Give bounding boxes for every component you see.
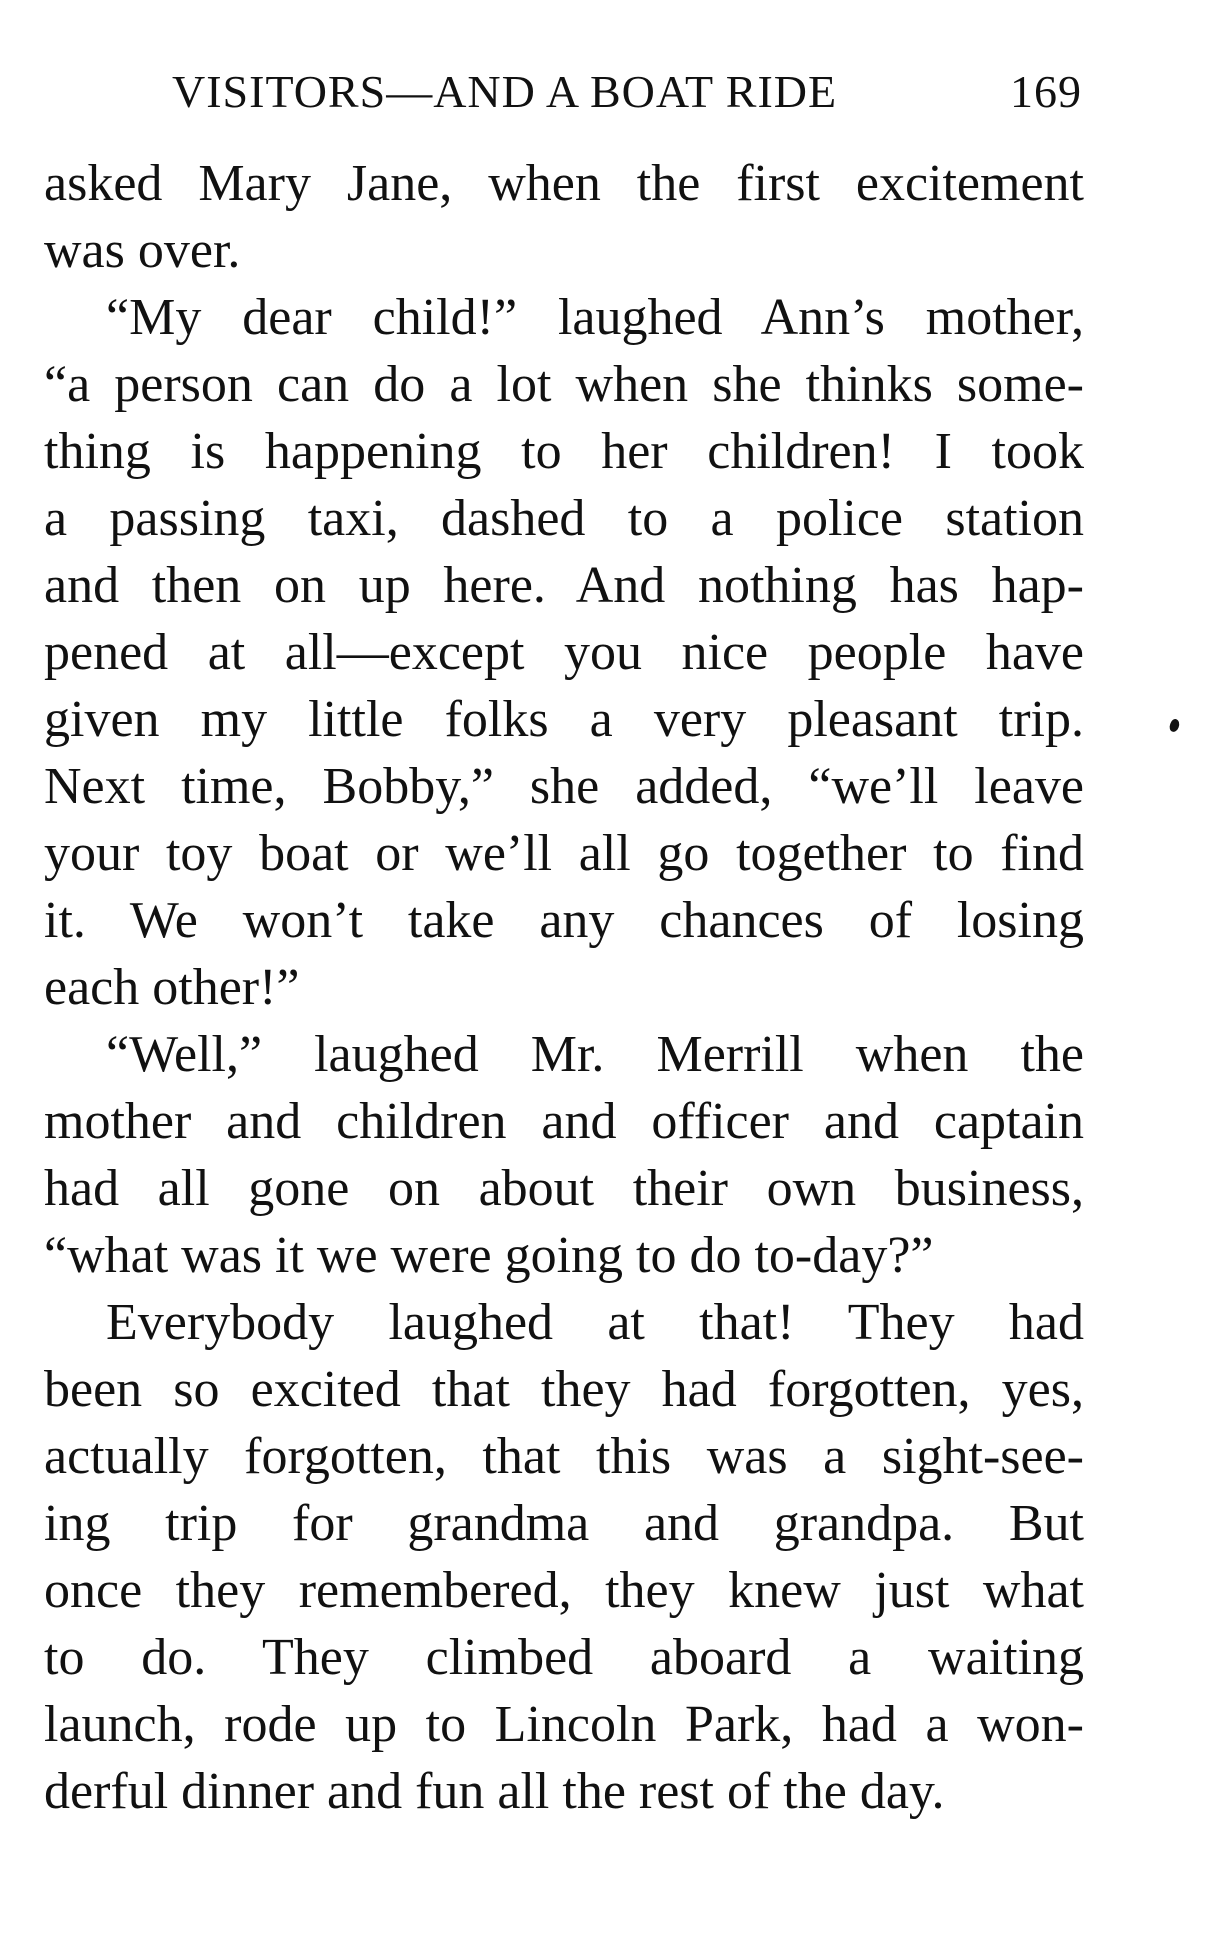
text-line: a passing taxi, dashed to a police station	[44, 490, 1084, 547]
text-line: Everybody laughed at that! They had	[106, 1294, 1084, 1351]
text-line: “what was it we were going to do to-day?”	[44, 1227, 934, 1284]
text-line: launch, rode up to Lincoln Park, had a won-	[44, 1696, 1084, 1753]
text-line: “a person can do a lot when she thinks some-	[44, 356, 1084, 413]
text-line: given my little folks a very pleasant trip.	[44, 691, 1084, 748]
text-line: been so excited that they had forgotten, yes,	[44, 1361, 1084, 1418]
text-line: mother and children and officer and captain	[44, 1093, 1084, 1150]
body-text	[44, 150, 1084, 1825]
text-line: Next time, Bobby,” she added, “we’ll leave	[44, 758, 1084, 815]
running-head	[172, 62, 1082, 122]
text-line: thing is happening to her children! I took	[44, 423, 1084, 480]
text-line: to do. They climbed aboard a waiting	[44, 1629, 1084, 1686]
text-line: it. We won’t take any chances of losing	[44, 892, 1084, 949]
text-line: actually forgotten, that this was a sight-see-	[44, 1428, 1084, 1485]
page-number: 169	[1010, 66, 1082, 117]
text-line: derful dinner and fun all the rest of the day.	[44, 1763, 945, 1820]
text-line: had all gone on about their own business,	[44, 1160, 1084, 1217]
chapter-title: VISITORS—AND A BOAT RIDE	[172, 66, 838, 117]
text-line: once they remembered, they knew just what	[44, 1562, 1084, 1619]
text-line: “Well,” laughed Mr. Merrill when the	[106, 1026, 1084, 1083]
text-line: pened at all—except you nice people have	[44, 624, 1084, 681]
text-line: and then on up here. And nothing has hap-	[44, 557, 1084, 614]
text-line: your toy boat or we’ll all go together to find	[44, 825, 1084, 882]
text-line: ing trip for grandma and grandpa. But	[44, 1495, 1084, 1552]
text-line: asked Mary Jane, when the first excitement	[44, 155, 1084, 212]
text-line: each other!”	[44, 959, 300, 1016]
text-line: was over.	[44, 222, 241, 279]
text-line: “My dear child!” laughed Ann’s mother,	[106, 289, 1084, 346]
ink-speck	[1168, 718, 1181, 733]
